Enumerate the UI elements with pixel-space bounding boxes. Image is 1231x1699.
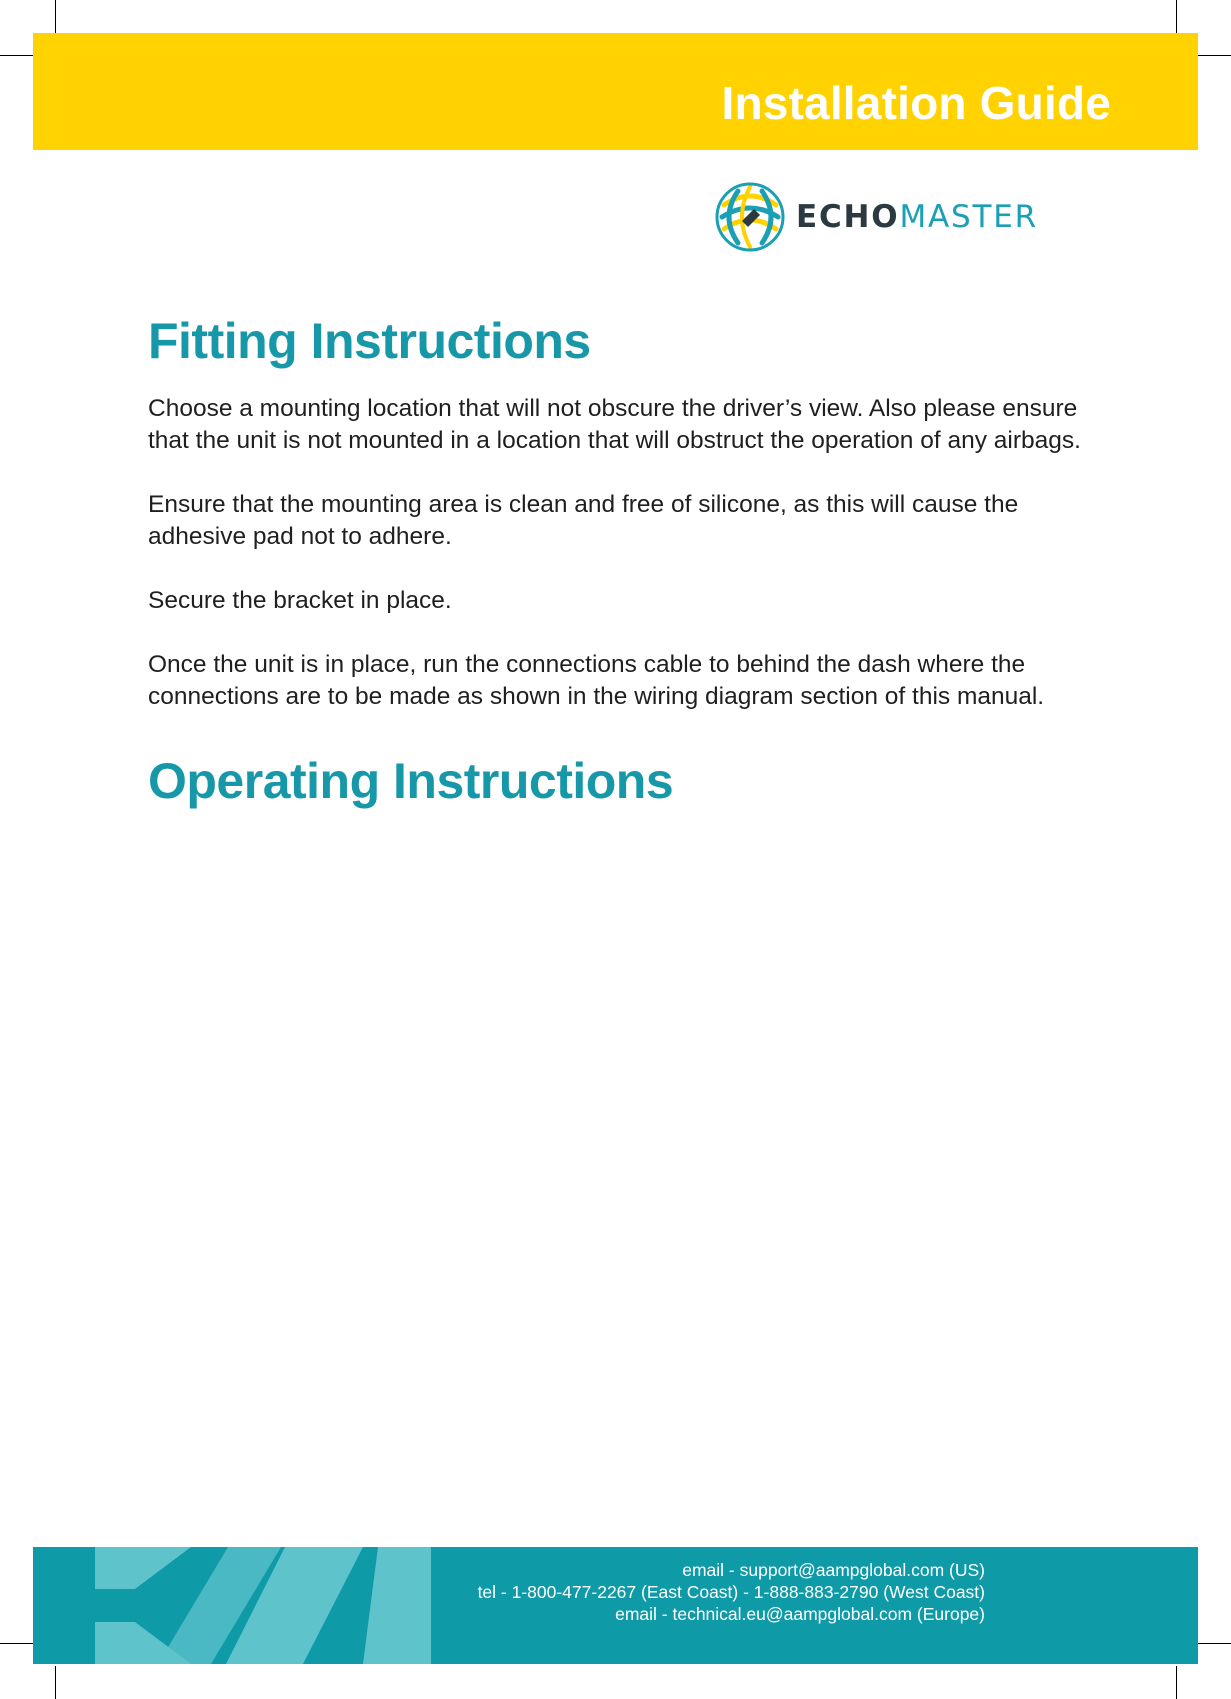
logo-wordmark — [796, 199, 1038, 235]
crop-mark — [55, 1666, 56, 1699]
crop-mark — [0, 55, 33, 56]
echomaster-logo-icon — [714, 181, 786, 253]
crop-mark — [1176, 1666, 1177, 1699]
echomaster-logo — [714, 180, 1038, 254]
footer-email-us: email - support@aampglobal.com (US) — [682, 1560, 985, 1580]
crop-mark — [0, 1643, 33, 1644]
fitting-paragraph: Choose a mounting location that will not obscure the driver’s view. Also please ensure that the unit is not mounted in a location that will obstruct the operation of any airbags. — [148, 395, 1081, 454]
footer-chevron-decoration — [33, 1547, 473, 1664]
main-content — [148, 300, 1088, 811]
crop-mark — [1198, 1643, 1231, 1644]
document-title: Installation Guide — [721, 77, 1111, 129]
fitting-instructions-body — [148, 393, 1088, 713]
fitting-instructions-heading: Fitting Instructions — [148, 313, 591, 369]
logo-wordmark-echo: ECHO — [796, 199, 900, 235]
footer-email-europe: email - technical.eu@aampglobal.com (Europe) — [615, 1604, 985, 1624]
operating-instructions-heading: Operating Instructions — [148, 753, 674, 809]
footer-telephone: tel - 1-800-477-2267 (East Coast) - 1-888-883-2790 (West Coast) — [477, 1582, 985, 1602]
crop-mark — [1198, 55, 1231, 56]
crop-mark — [55, 0, 56, 33]
logo-wordmark-master: MASTER — [899, 199, 1038, 235]
fitting-paragraph: Secure the bracket in place. — [148, 587, 452, 614]
footer-band — [33, 1547, 1198, 1664]
fitting-paragraph: Ensure that the mounting area is clean and free of silicone, as this will cause the adhesive pad not to adhere. — [148, 491, 1019, 550]
footer-contact-info — [478, 1559, 985, 1625]
fitting-paragraph: Once the unit is in place, run the connections cable to behind the dash where the connections are to be made as shown in the wiring diagram section of this manual. — [148, 651, 1045, 710]
crop-mark — [1176, 0, 1177, 33]
